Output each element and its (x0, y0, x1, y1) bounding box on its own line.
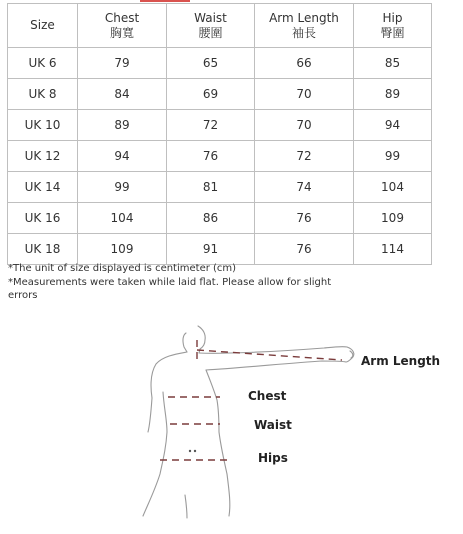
waist-label: Waist (254, 418, 292, 432)
table-row (8, 234, 432, 265)
header-hip-label-zh: 臀圍 (380, 25, 405, 40)
cell-size: UK 8 (8, 79, 78, 110)
cell-size: UK 10 (8, 110, 78, 141)
table-row (8, 172, 432, 203)
cell-arm-length: 70 (255, 110, 354, 141)
table-row (8, 141, 432, 172)
header-arm-length-label: Arm Length (269, 10, 339, 25)
header-waist-label: Waist (194, 10, 227, 25)
chest-label: Chest (248, 389, 287, 403)
cell-hip: 99 (354, 141, 432, 172)
cell-size: UK 16 (8, 203, 78, 234)
table-row (8, 48, 432, 79)
cell-arm-length: 70 (255, 79, 354, 110)
measurement-note: *Measurements were taken while laid flat. Please allow for slight errors (8, 276, 332, 301)
cell-chest: 79 (78, 48, 167, 79)
cell-waist: 86 (167, 203, 255, 234)
header-size-label: Size (30, 18, 55, 32)
header-chest (78, 4, 167, 48)
cell-hip: 89 (354, 79, 432, 110)
measurement-diagram (0, 320, 463, 530)
unit-note: *The unit of size displayed is centimeter (cm) (8, 263, 237, 274)
header-arm-length-label-zh: 袖長 (291, 25, 316, 40)
body-figure-illustration (0, 320, 463, 530)
cell-waist: 65 (167, 48, 255, 79)
header-hip (354, 4, 432, 48)
header-chest-label-zh: 胸寬 (109, 25, 134, 40)
cell-arm-length: 66 (255, 48, 354, 79)
table-row (8, 79, 432, 110)
cell-size: UK 18 (8, 234, 78, 265)
cell-size: UK 14 (8, 172, 78, 203)
cell-waist: 72 (167, 110, 255, 141)
cell-size: UK 12 (8, 141, 78, 172)
cell-waist: 81 (167, 172, 255, 203)
header-hip-label: Hip (382, 10, 403, 25)
cell-arm-length: 74 (255, 172, 354, 203)
header-waist (167, 4, 255, 48)
cell-hip: 114 (354, 234, 432, 265)
cell-chest: 94 (78, 141, 167, 172)
size-notes (8, 262, 338, 303)
cell-waist: 69 (167, 79, 255, 110)
header-size (8, 4, 78, 48)
header-waist-label-zh: 腰圍 (198, 25, 223, 40)
arm-length-label: Arm Length (361, 354, 441, 368)
cell-size: UK 6 (8, 48, 78, 79)
cell-waist: 76 (167, 141, 255, 172)
cell-chest: 99 (78, 172, 167, 203)
table-row (8, 110, 432, 141)
cell-waist: 91 (167, 234, 255, 265)
hips-label: Hips (258, 451, 288, 465)
cell-chest: 104 (78, 203, 167, 234)
cell-hip: 94 (354, 110, 432, 141)
cell-hip: 104 (354, 172, 432, 203)
size-chart-table (7, 3, 432, 265)
table-header-row (8, 4, 432, 48)
header-arm-length (255, 4, 354, 48)
cell-chest: 89 (78, 110, 167, 141)
cell-chest: 84 (78, 79, 167, 110)
table-row (8, 203, 432, 234)
cell-hip: 109 (354, 203, 432, 234)
cell-chest: 109 (78, 234, 167, 265)
cell-arm-length: 76 (255, 234, 354, 265)
cell-arm-length: 76 (255, 203, 354, 234)
cell-hip: 85 (354, 48, 432, 79)
cell-arm-length: 72 (255, 141, 354, 172)
header-chest-label: Chest (104, 10, 140, 25)
accent-bar (140, 0, 190, 2)
